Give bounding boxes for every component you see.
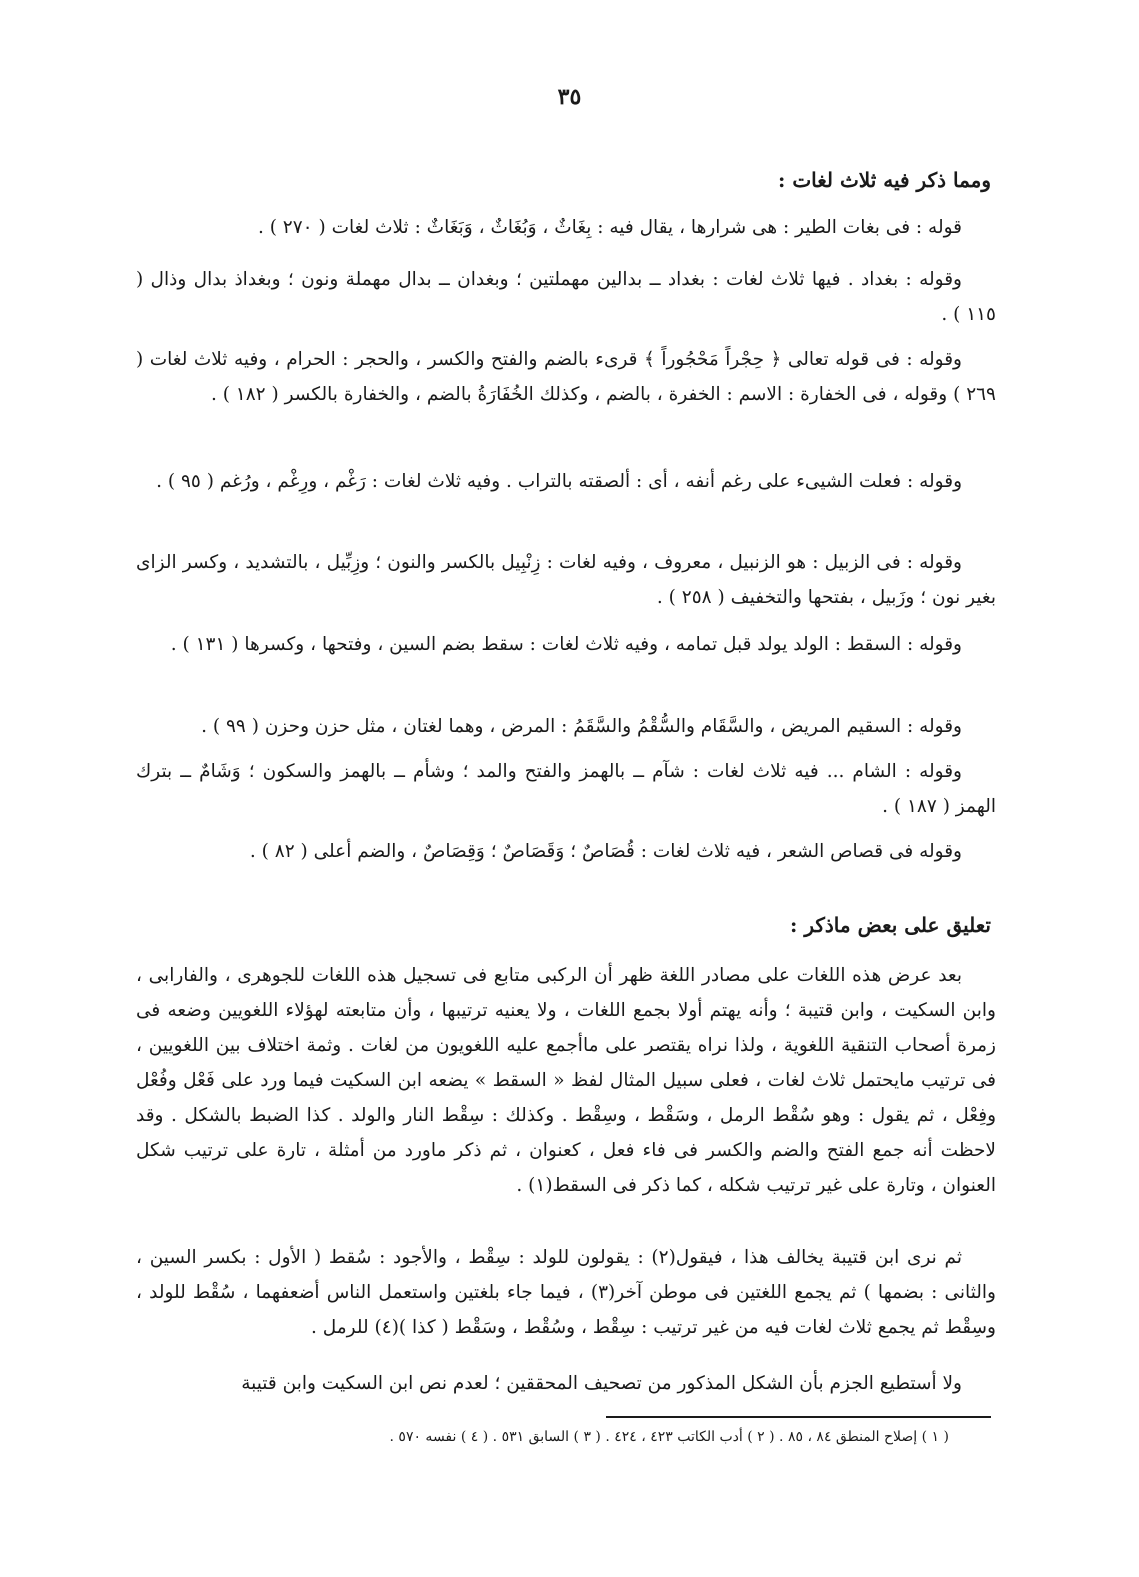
paragraph: ولا أستطيع الجزم بأن الشكل المذكور من تصحيف المحققين ؛ لعدم نص ابن السكيت وابن قتيبة [241,1373,962,1394]
footnotes: ( ١ ) إصلاح المنطق ٨٤ ، ٨٥ . ( ٢ ) أدب الكاتب ٤٢٣ ، ٤٢٤ . ( ٣ ) السابق ٥٣١ . ( ٤ ) نفسه ٥٧٠ . [389,1429,949,1445]
paragraph: قوله : فى بغات الطير : هى شرارها ، يقال فيه : بِغَاثٌ ، وَبُغَاثٌ ، وَبَغَاثٌ : ثلاث لغات ( ٢٧٠ ) . [257,217,962,238]
section-heading-three-dialects: ومما ذكر فيه ثلاث لغات : [778,168,991,192]
footnote-separator [606,1416,991,1418]
paragraph: وقوله : بغداد . فيها ثلاث لغات : بغداد ــ بدالين مهملتين ؛ وبغدان ــ بدال مهملة ونون ؛ وبغداذ بدال وذال ( ١١٥ ) . [136,269,996,325]
section-heading-commentary: تعليق على بعض ماذكر : [790,913,991,937]
paragraph: وقوله : السقط : الولد يولد قبل تمامه ، وفيه ثلاث لغات : سقط بضم السين ، وفتحها ، وكسرها ( ١٣١ ) . [170,634,962,655]
paragraph: وقوله : فى الزبيل : هو الزنبيل ، معروف ، وفيه لغات : زِنْبِيل بالكسر والنون ؛ وزِبِّيل ، بالتشديد ، وكسر الزاى بغير نون ؛ وزَبيل ، بفتحها والتخفيف ( ٢٥٨ ) . [136,552,996,608]
paragraph: ثم نرى ابن قتيبة يخالف هذا ، فيقول(٢) : يقولون للولد : سِقْط ، والأجود : سُقط ( الأول : بكسر السين ، والثانى : بضمها ) ثم يجمع اللغتين فى موطن آخر(٣) ، فيما جاء بلغتين واستعمل الناس أضعفهما ، سُقْط للولد ، وسِقْط ثم يجمع ثلاث لغات فيه من غير ترتيب : سِقْط ، وسُقْط ، وسَقْط ( كذا )(٤) للرمل . [136,1247,996,1338]
paragraph: بعد عرض هذه اللغات على مصادر اللغة ظهر أن الركبى متابع فى تسجيل هذه اللغات للجوهرى ، والفارابى ، وابن السكيت ، وابن قتيبة ؛ وأنه يهتم أولا بجمع اللغات ، ولا يعنيه ترتيبها ، وأن متابعته لهؤلاء اللغويين وضعه فى زمرة أصحاب التنقية اللغوية ، ولذا نراه يقتصر على ماأجمع عليه اللغويون من لغات . وثمة اختلاف بين اللغويين ، فى ترتيب مايحتمل ثلاث لغات ، فعلى سبيل المثال لفظ « السقط » يضعه ابن السكيت فيما ورد على فَعْل وفُعْل وفِعْل ، ثم يقول : وهو سُقْط الرمل ، وسَقْط ، وسِقْط . وكذلك : سِقْط النار والولد . كذا الضبط بالشكل . وقد لاحظت أنه جمع الفتح والضم والكسر فى فاء فعل ، كعنوان ، ثم ذكر ماورد من أمثلة ، تارة على ترتيب شكل العنوان ، وتارة على غير ترتيب شكله ، كما ذكر فى السقط(١) . [136,965,996,1196]
paragraph: وقوله : فعلت الشيىء على رغم أنفه ، أى : ألصقته بالتراب . وفيه ثلاث لغات : رَغْم ، ورِغْم ، ورُغم ( ٩٥ ) . [156,471,962,492]
paragraph: وقوله : الشام ... فيه ثلاث لغات : شآم ــ بالهمز والفتح والمد ؛ وشأم ــ بالهمز والسكون ؛ وَشَامٌ ــ بترك الهمز ( ١٨٧ ) . [136,761,996,817]
paragraph: وقوله : السقيم المريض ، والسَّقَام والسُّقْمُ والسَّقَمُ : المرض ، وهما لغتان ، مثل حزن وحزن ( ٩٩ ) . [201,716,962,737]
paragraph: وقوله فى قصاص الشعر ، فيه ثلاث لغات : قُصَاصٌ ؛ وَقَصَاصٌ ؛ وَقِصَاصٌ ، والضم أعلى ( ٨٢ ) . [249,841,962,862]
page-number: ٣٥ [557,84,582,110]
paragraph: وقوله : فى قوله تعالى ﴿ حِجْراً مَحْجُوراً ﴾ قرىء بالضم والفتح والكسر ، والحجر : الحرام ، وفيه ثلاث لغات ( ٢٦٩ ) وقوله ، فى الخفارة : الاسم : الخفرة ، بالضم ، وكذلك الخُفَارَةُ بالضم ، والخفارة بالكسر ( ١٨٢ ) . [136,349,996,405]
